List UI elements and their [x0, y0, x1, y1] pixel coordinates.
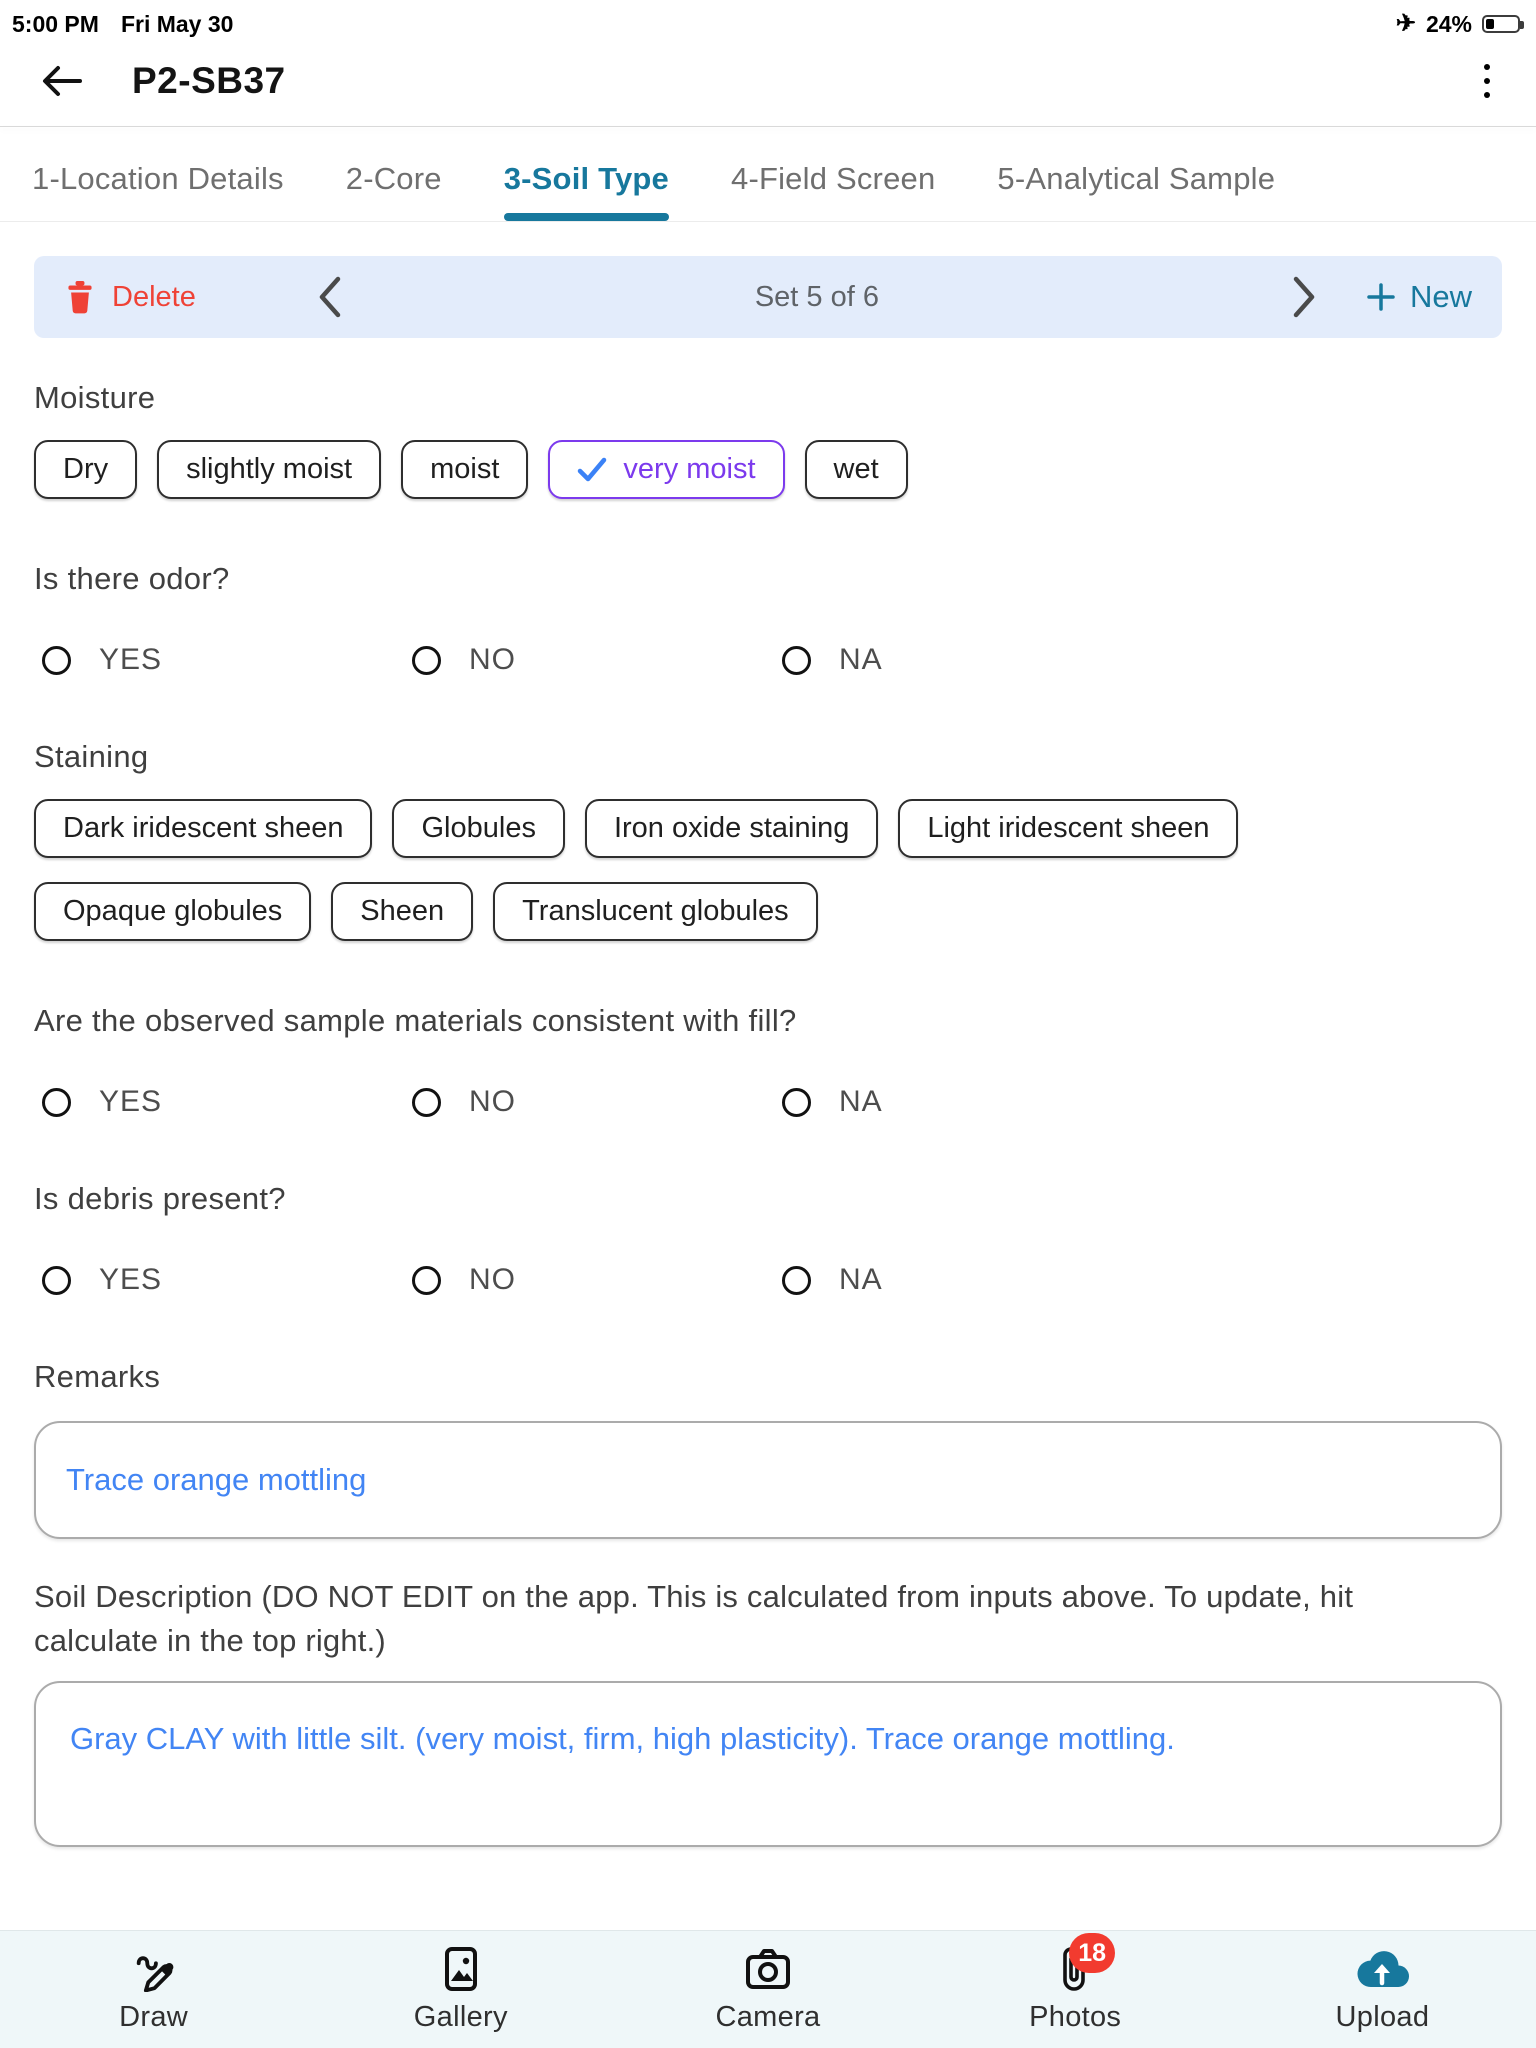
set-counter: Set 5 of 6 [754, 280, 879, 313]
remarks-label: Remarks [34, 1359, 161, 1394]
odor-radio-no[interactable] [412, 643, 782, 677]
radio-circle-icon [42, 646, 71, 675]
upload-label: Upload [1335, 2001, 1430, 2033]
cloud-upload-icon [1354, 1945, 1410, 1993]
paperclip-icon [1055, 1938, 1107, 1993]
radio-circle-icon [42, 1088, 71, 1117]
delete-label: Delete [112, 280, 196, 313]
previous-set-button[interactable] [314, 274, 344, 320]
gallery-icon [441, 1945, 481, 1993]
staining-chip-iron-oxide-staining[interactable]: Iron oxide staining [585, 799, 878, 858]
trash-icon [64, 279, 96, 315]
staining-chip-group-row1 [34, 799, 1502, 858]
odor-radio-group [34, 643, 1502, 677]
radio-label: NO [469, 1263, 516, 1296]
radio-label: YES [99, 1085, 163, 1118]
soil-description-label: Soil Description (DO NOT EDIT on the app. This is calculated from inputs above. To update, hit calculate in the top right.) [34, 1579, 1354, 1659]
gallery-label: Gallery [413, 2001, 508, 2033]
camera-icon [744, 1945, 792, 1993]
battery-icon [1482, 15, 1520, 33]
gallery-button[interactable] [307, 1945, 614, 2034]
radio-label: NA [839, 1263, 883, 1296]
tab-soil-type[interactable]: 3-Soil Type [504, 161, 669, 221]
staining-chip-light-iridescent-sheen[interactable]: Light iridescent sheen [898, 799, 1238, 858]
nav-bar [0, 40, 1536, 126]
overflow-menu-button[interactable] [1474, 60, 1500, 102]
debris-radio-no[interactable] [412, 1263, 782, 1297]
moisture-chip-dry[interactable]: Dry [34, 440, 137, 499]
photos-button[interactable] [922, 1938, 1229, 2034]
camera-button[interactable] [614, 1945, 921, 2034]
next-set-button[interactable] [1290, 274, 1320, 320]
staining-chip-sheen[interactable]: Sheen [331, 882, 473, 941]
photos-count-badge: 18 [1069, 1933, 1115, 1973]
radio-circle-icon [782, 1088, 811, 1117]
soil-description-value: Gray CLAY with little silt. (very moist, firm, high plasticity). Trace orange mottling. [70, 1721, 1175, 1757]
battery-percent: 24% [1425, 10, 1472, 37]
status-time: 5:00 PM [12, 10, 99, 37]
draw-button[interactable] [0, 1945, 307, 2034]
form-content [0, 256, 1536, 1847]
moisture-chip-wet[interactable]: wet [805, 440, 908, 499]
remarks-value: Trace orange mottling [66, 1462, 367, 1497]
set-pager-toolbar [34, 256, 1502, 338]
staining-chip-group-row2 [34, 882, 1502, 941]
plus-icon [1366, 282, 1396, 312]
airplane-mode-icon: ✈ [1395, 10, 1416, 37]
debris-radio-na[interactable] [782, 1263, 1502, 1297]
camera-label: Camera [715, 2001, 821, 2033]
tab-analytical-sample[interactable]: 5-Analytical Sample [997, 161, 1276, 196]
chip-label: very moist [623, 453, 756, 485]
radio-circle-icon [412, 1088, 441, 1117]
radio-label: NO [469, 643, 516, 676]
chevron-left-icon [314, 274, 344, 320]
moisture-label: Moisture [34, 380, 156, 415]
radio-circle-icon [782, 646, 811, 675]
debris-question-label: Is debris present? [34, 1181, 286, 1216]
page-title: P2-SB37 [132, 60, 286, 101]
staining-chip-dark-iridescent-sheen[interactable]: Dark iridescent sheen [34, 799, 372, 858]
fill-radio-yes[interactable] [42, 1085, 412, 1119]
staining-label: Staining [34, 739, 149, 774]
delete-set-button[interactable] [64, 279, 196, 315]
back-button[interactable] [38, 62, 84, 100]
fill-radio-group [34, 1085, 1502, 1119]
debris-radio-yes[interactable] [42, 1263, 412, 1297]
radio-circle-icon [782, 1266, 811, 1295]
radio-label: NA [839, 1085, 883, 1118]
debris-radio-group [34, 1263, 1502, 1297]
fill-question-label: Are the observed sample materials consistent with fill? [34, 1003, 797, 1038]
fill-radio-na[interactable] [782, 1085, 1502, 1119]
new-label: New [1409, 279, 1472, 314]
remarks-input[interactable] [34, 1421, 1502, 1539]
tab-field-screen[interactable]: 4-Field Screen [731, 161, 936, 196]
chevron-right-icon [1290, 274, 1320, 320]
staining-chip-globules[interactable]: Globules [392, 799, 564, 858]
status-date: Fri May 30 [120, 10, 234, 37]
moisture-chip-slightly-moist[interactable]: slightly moist [157, 440, 381, 499]
tab-location-details[interactable]: 1-Location Details [32, 161, 284, 196]
radio-label: YES [99, 643, 163, 676]
radio-circle-icon [42, 1266, 71, 1295]
odor-question-label: Is there odor? [34, 561, 230, 596]
radio-label: NO [469, 1085, 516, 1118]
radio-circle-icon [412, 646, 441, 675]
back-arrow-icon [38, 62, 84, 100]
new-set-button[interactable] [1366, 279, 1472, 315]
draw-icon [131, 1945, 177, 1993]
upload-button[interactable] [1229, 1945, 1536, 2034]
moisture-chip-group [34, 440, 1502, 499]
staining-chip-opaque-globules[interactable]: Opaque globules [34, 882, 311, 941]
soil-description-field[interactable] [34, 1681, 1502, 1847]
radio-circle-icon [412, 1266, 441, 1295]
status-bar [0, 0, 1536, 40]
moisture-chip-very-moist[interactable] [548, 440, 784, 499]
staining-chip-translucent-globules[interactable]: Translucent globules [493, 882, 818, 941]
odor-radio-yes[interactable] [42, 643, 412, 677]
fill-radio-no[interactable] [412, 1085, 782, 1119]
check-icon [577, 457, 607, 483]
photos-label: Photos [1029, 2001, 1122, 2033]
draw-label: Draw [119, 2001, 189, 2033]
bottom-toolbar [0, 1930, 1536, 2048]
tab-core[interactable]: 2-Core [345, 161, 442, 196]
moisture-chip-moist[interactable]: moist [401, 440, 528, 499]
radio-label: YES [99, 1263, 163, 1296]
odor-radio-na[interactable] [782, 643, 1502, 677]
radio-label: NA [839, 643, 883, 676]
tab-bar [0, 127, 1536, 222]
